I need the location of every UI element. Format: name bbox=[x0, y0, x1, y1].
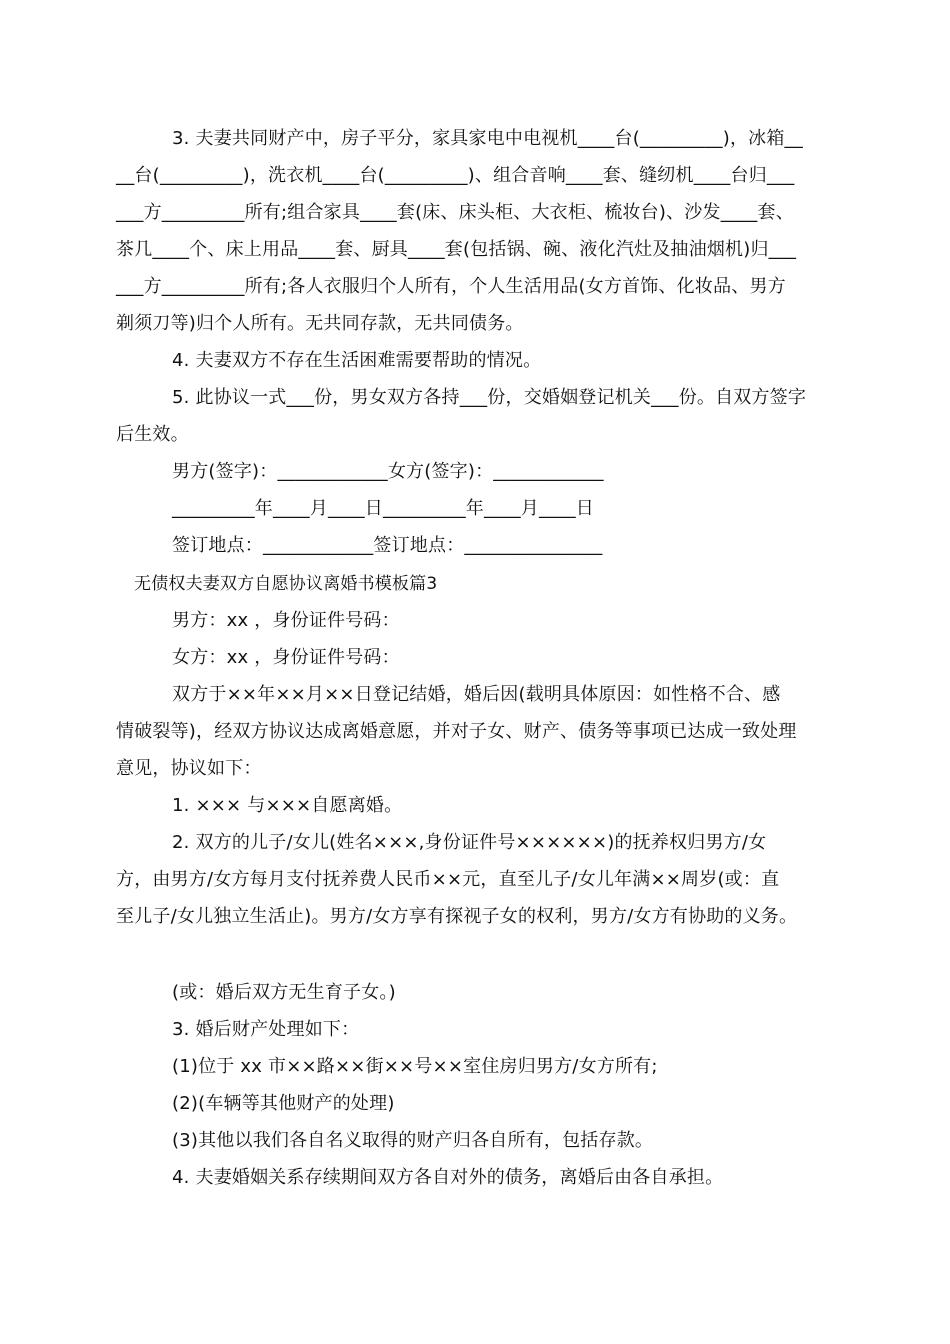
paragraph-line: 3. 夫妻共同财产中，房子平分，家具家电中电视机____台(_________)，冰箱__ bbox=[172, 128, 803, 149]
paragraph-line: __台(_________)，洗衣机____台(_________)、组合音响____套、缝纫机____台归___ bbox=[116, 165, 795, 186]
paragraph-line: 5. 此协议一式___份，男女双方各持___份，交婚姻登记机关___份。自双方签字 bbox=[172, 387, 807, 408]
section-heading: 无债权夫妻双方自愿协议离婚书模板篇3 bbox=[134, 574, 438, 594]
paragraph-line: 3. 婚后财产处理如下： bbox=[172, 1019, 360, 1040]
paragraph-line: 1. ××× 与×××自愿离婚。 bbox=[172, 795, 403, 816]
paragraph-line: 4. 夫妻双方不存在生活困难需要帮助的情况。 bbox=[172, 350, 542, 371]
paragraph-line: 后生效。 bbox=[116, 424, 189, 445]
paragraph-line: (1)位于 xx 市××路××街××号××室住房归男方/女方所有; bbox=[172, 1056, 658, 1077]
date-line: _________年____月____日_________年____月____日 bbox=[172, 498, 594, 519]
paragraph-line: 4. 夫妻婚姻关系存续期间双方各自对外的债务，离婚后由各自承担。 bbox=[172, 1167, 724, 1188]
signing-place-line: 签订地点：____________签订地点：_______________ bbox=[172, 535, 603, 556]
paragraph-line: (或：婚后双方无生育子女。) bbox=[172, 982, 396, 1003]
paragraph-line: 至儿子/女儿独立生活止)。男方/女方享有探视子女的权利，男方/女方有协助的义务。 bbox=[116, 906, 798, 927]
paragraph-line: (3)其他以我们各自名义取得的财产归各自所有，包括存款。 bbox=[172, 1130, 654, 1151]
paragraph-line: 2. 双方的儿子/女儿(姓名×××,身份证件号××××××)的抚养权归男方/女 bbox=[172, 832, 767, 853]
paragraph-line: 茶几____个、床上用品____套、厨具____套(包括锅、碗、液化汽灶及抽油烟机)归___ bbox=[116, 239, 797, 260]
signature-line: 男方(签字)：____________女方(签字)：____________ bbox=[172, 461, 604, 482]
paragraph-line: 剃须刀等)归个人所有。无共同存款，无共同债务。 bbox=[116, 313, 524, 334]
paragraph-line: ___方_________所有;各人衣服归个人所有，个人生活用品(女方首饰、化妆品、男方 bbox=[116, 276, 786, 297]
paragraph-line: ___方_________所有;组合家具____套(床、床头柜、大衣柜、梳妆台)、沙发____套、 bbox=[116, 202, 794, 223]
paragraph-line: 男方：xx ，身份证件号码： bbox=[172, 610, 400, 631]
paragraph-line: 意见，协议如下： bbox=[116, 758, 262, 779]
paragraph-line: 情破裂等)，经双方协议达成离婚意愿，并对子女、财产、债务等事项已达成一致处理 bbox=[116, 721, 797, 742]
paragraph-line: 方，由男方/女方每月支付抚养费人民币××元，直至儿子/女儿年满××周岁(或：直 bbox=[116, 869, 780, 890]
paragraph-line: 双方于××年××月××日登记结婚，婚后因(载明具体原因：如性格不合、感 bbox=[172, 684, 781, 705]
paragraph-line: (2)(车辆等其他财产的处理) bbox=[172, 1093, 395, 1114]
paragraph-line: 女方：xx ，身份证件号码： bbox=[172, 647, 400, 668]
